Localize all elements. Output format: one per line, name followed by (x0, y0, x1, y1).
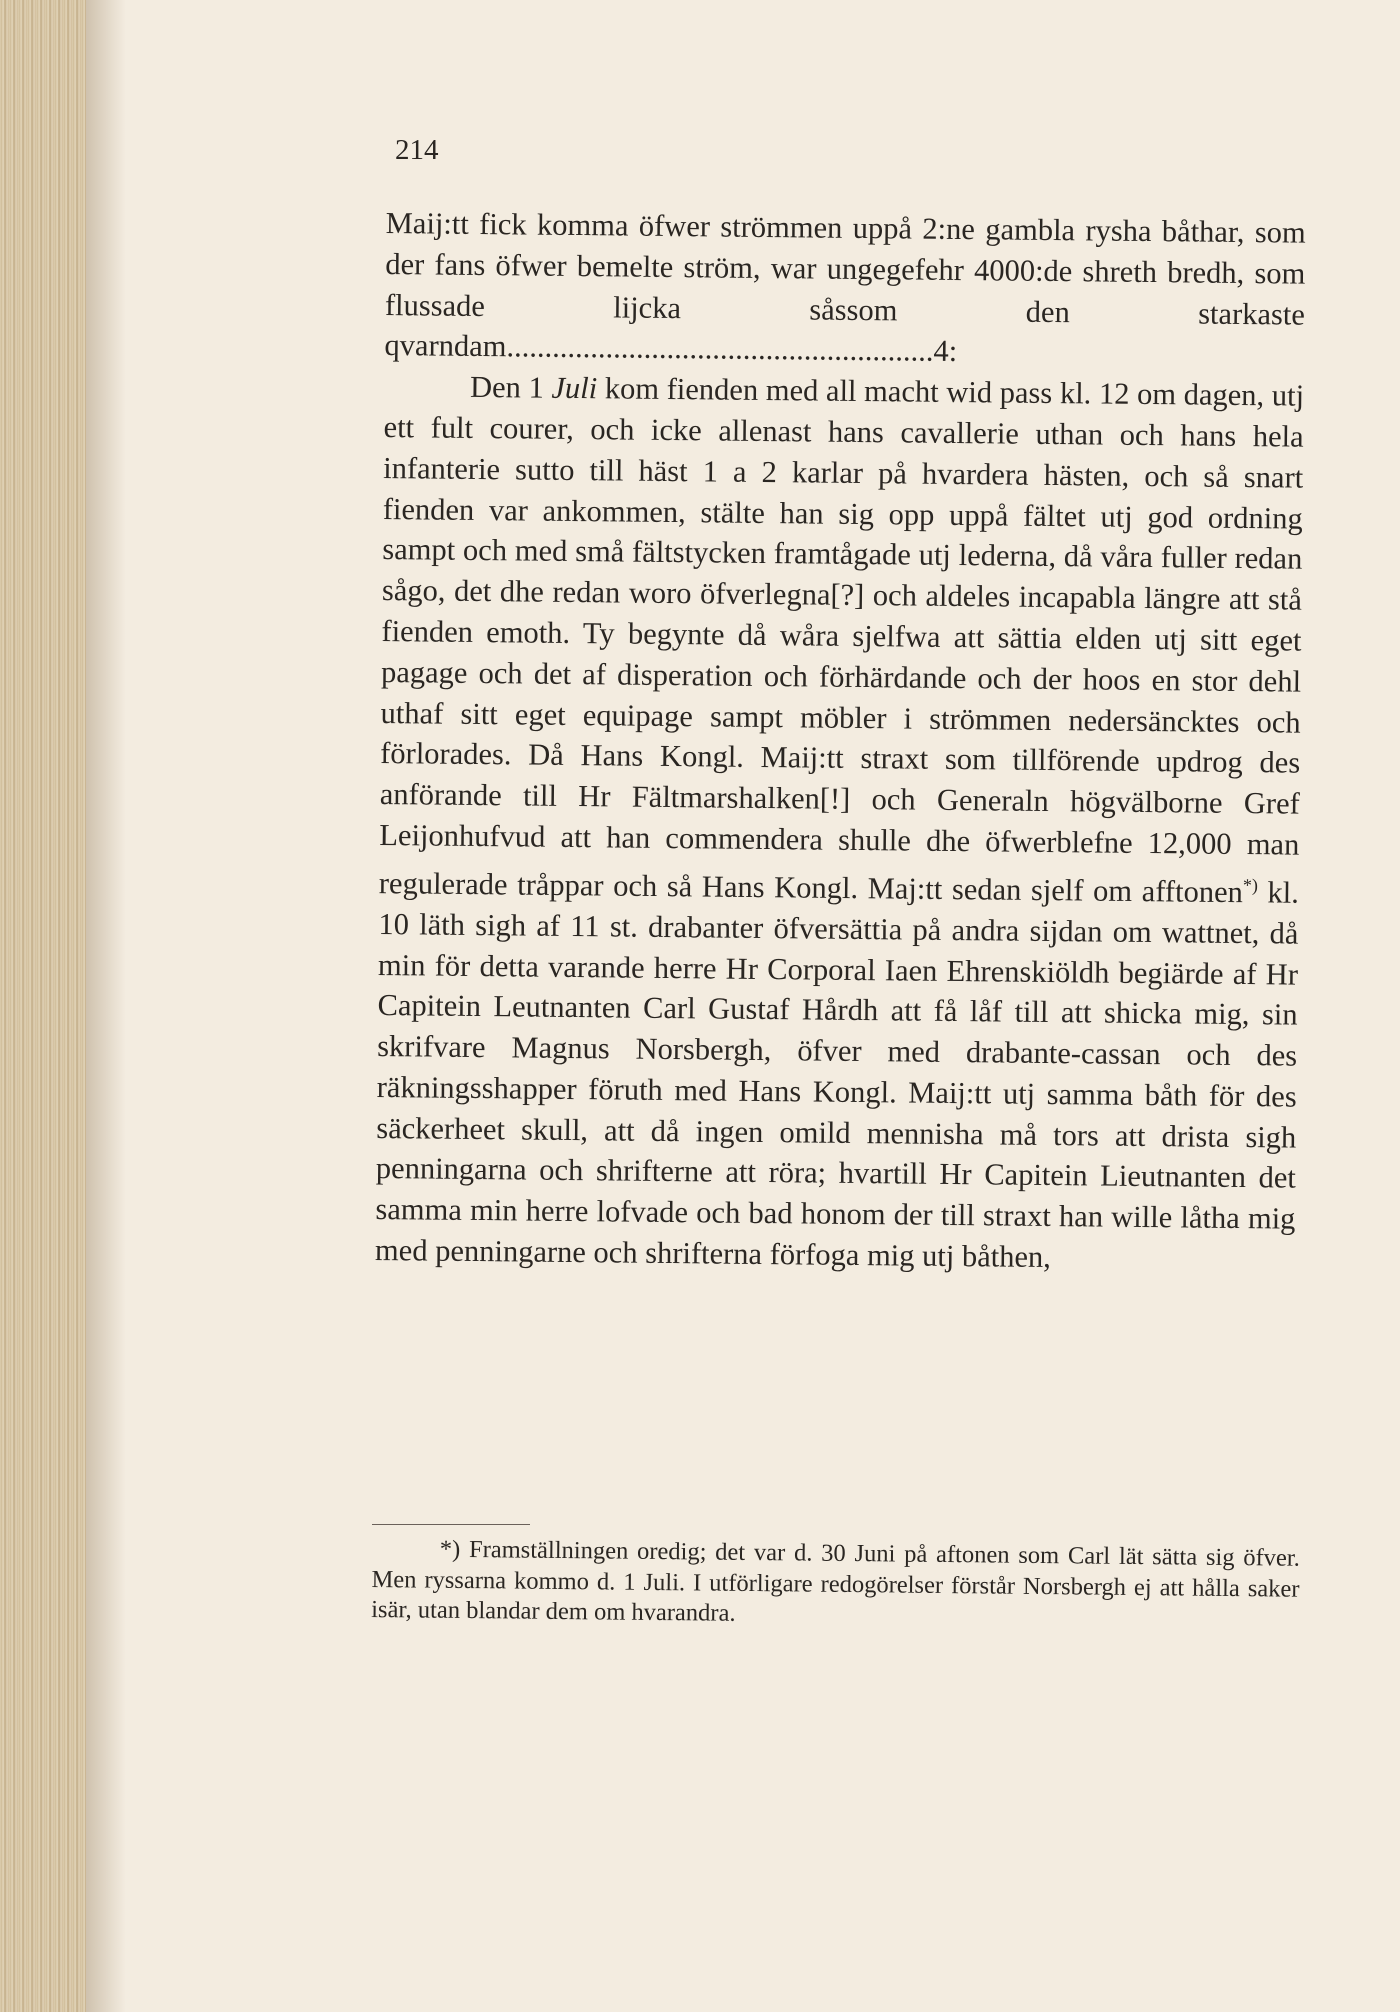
footnote-marker: *) (1242, 874, 1259, 895)
paragraph-1-text: Maij:tt fick komma öfwer strömmen uppå 2:ne gambla rysha båthar, som der fans öfwer bemelte ström, war ungegefehr 4000:de shreth bredh, som flussade lijcka såssom den starkaste qvarndam (384, 205, 1306, 364)
paragraph-1 (384, 203, 1306, 376)
paragraph-2-prefix: Den 1 (469, 370, 552, 405)
paragraph-2-text-a: kom fienden med all macht wid pass kl. 12 om dagen, utj ett fult courer, och icke allenast hans cavallerie uthan och hans hela infanterie sutto till häst 1 a 2 karlar på hvardera hästen, och så snart fienden var ankommen, stälte han sig opp uppå fältet utj god ordning sampt och med små fältstycken framtågade utj lederna, då våra fuller redan sågo, det dhe redan woro öfverlegna[?] och aldeles incapabla längre att stå fienden emoth. Ty begynte då wåra sjelfwa att sättia elden utj sitt eget pagage och det af disperation och förhärdande och der hoos en stor dehl uthaf sitt eget equipage sampt möbler i strömmen nedersäncktes och förlorades. Då Hans Kongl. Maij:tt straxt som tillförende updrog des anförande till Hr Fältmarshalken[!] och Generaln högvälborne Gref Leijonhufvud att han commendera shulle dhe öfwerblefne 12,000 man regulerade tråppar och så Hans Kongl. Maj:tt sedan sjelf om afftonen (378, 371, 1305, 909)
paragraph-2 (375, 366, 1304, 1280)
book-binding-edge (0, 0, 86, 2012)
footnote (371, 1534, 1300, 1635)
footnote-divider (372, 1524, 530, 1525)
month-name: Juli (551, 370, 598, 406)
footnote-text: *) Framställningen oredig; det var d. 30 Juni på aftonen som Carl lät sätta sig öfver. Men ryssarna kommo d. 1 Juli. I utförligare redogörelser förstår Norsbergh ej att hålla saker isär, utan blandar dem om hvarandra. (371, 1535, 1300, 1627)
binding-shadow (86, 0, 126, 2012)
page-reference: 4: (933, 334, 958, 369)
main-text (375, 203, 1306, 1280)
paragraph-2-text-b: kl. 10 läth sigh af 11 st. drabanter öfversättia på andra sijdan om wattnet, då min för detta varande herre Hr Corporal Iaen Ehrenskiöldh begiärde af Hr Capitein Leutnanten Carl Gustaf Hårdh att få låf till att shicka mig, sin skrifvare Magnus Norsbergh, öfver med drabante-cassan och des räkningsshapper föruth med Hans Kongl. Maij:tt utj samma båth för des säckerheet skull, att då ingen omild mennisha må tors att drista sigh penningarna och shrifterne att röra; hvartill Hr Capitein Lieutnanten det samma min herre lofvade och bad honom der till straxt han wille låtha mig med penningarne och shrifterna förfoga mig utj båthen, (374, 875, 1300, 1275)
leader-dots: ........................................................ (506, 329, 934, 369)
page-number: 214 (395, 134, 439, 166)
